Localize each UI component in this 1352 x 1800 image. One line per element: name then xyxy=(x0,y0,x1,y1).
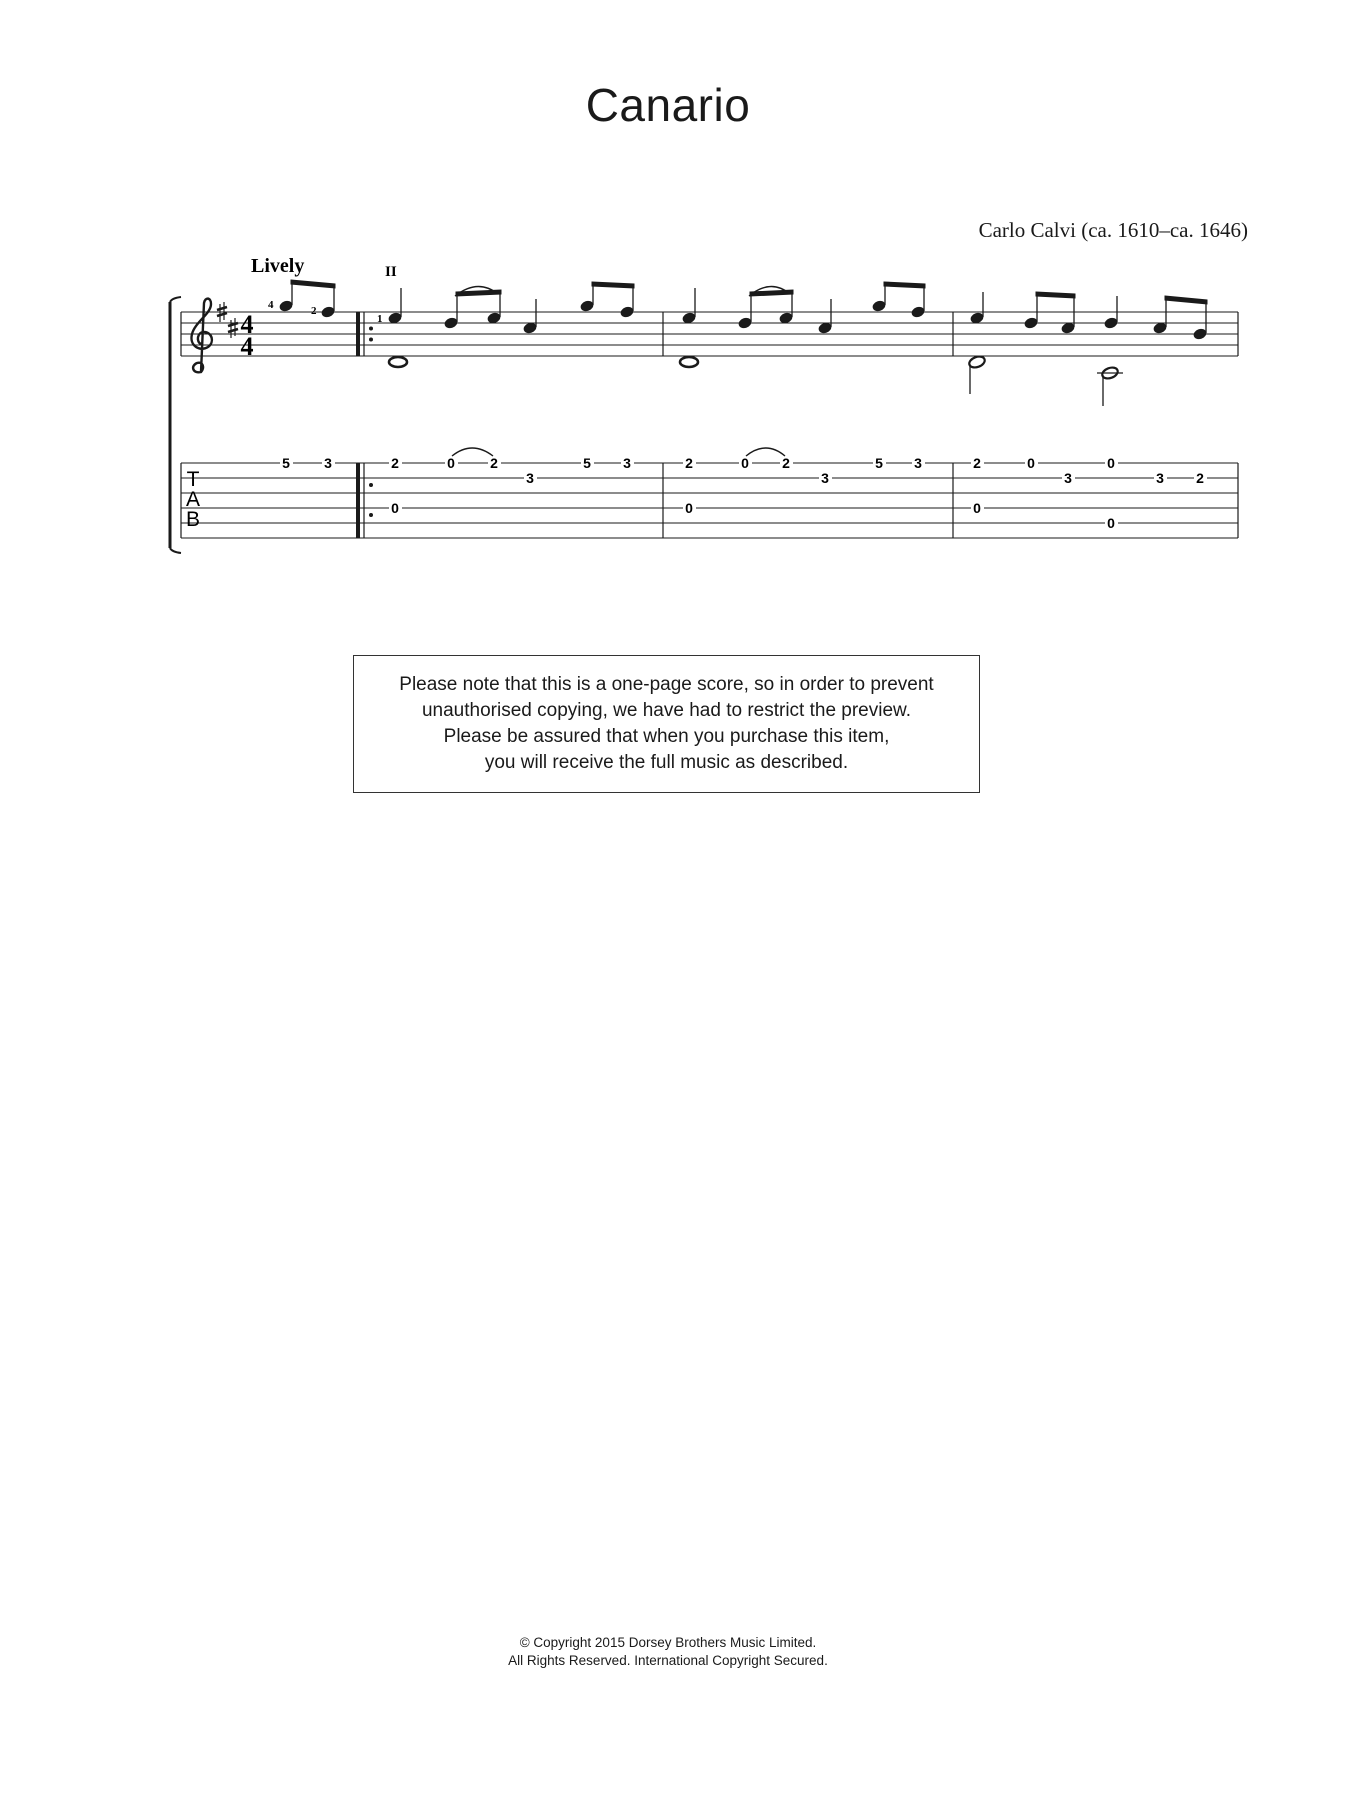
tab-number: 0 xyxy=(1107,455,1115,471)
tab-number: 3 xyxy=(1064,470,1072,486)
note-head xyxy=(1104,317,1118,329)
tab-number: 2 xyxy=(782,455,790,471)
notice-line: you will receive the full music as described. xyxy=(484,752,849,773)
preview-notice-box xyxy=(353,655,980,793)
notice-line: Please note that this is a one-page score, so in order to prevent xyxy=(399,674,934,695)
note-head xyxy=(388,312,402,324)
tab-number: 3 xyxy=(914,455,922,471)
music-score xyxy=(0,0,1352,600)
tab-number: 2 xyxy=(490,455,498,471)
note-head xyxy=(580,300,594,312)
note-head xyxy=(779,312,793,324)
note-head xyxy=(1193,328,1207,340)
time-signature-bottom: 4 xyxy=(240,332,254,361)
note-head xyxy=(682,312,696,324)
tab-number: 3 xyxy=(821,470,829,486)
whole-note xyxy=(389,357,407,367)
system-bracket-bottom xyxy=(170,548,181,553)
score-title: Canario xyxy=(585,79,751,131)
tab-number: 2 xyxy=(391,455,399,471)
notes xyxy=(279,280,1207,406)
tab-clef xyxy=(186,468,200,531)
note-head xyxy=(279,300,293,312)
tab-number: 3 xyxy=(526,470,534,486)
tab-number: 0 xyxy=(391,500,399,516)
note-head xyxy=(321,306,335,318)
treble-staff xyxy=(181,312,1238,356)
tab-number: 2 xyxy=(685,455,693,471)
time-signature-top: 4 xyxy=(240,310,254,339)
tab-number: 0 xyxy=(973,500,981,516)
tempo-marking: Lively xyxy=(251,255,305,277)
tab-number: 3 xyxy=(623,455,631,471)
note-head xyxy=(523,322,537,334)
composer-credit: Carlo Calvi (ca. 1610–ca. 1646) xyxy=(978,218,1248,242)
tab-number: 0 xyxy=(685,500,693,516)
tab-letter-t: T xyxy=(186,468,200,491)
fingering-4: 4 xyxy=(268,299,274,311)
tab-number: 0 xyxy=(741,455,749,471)
tab-number: 0 xyxy=(447,455,455,471)
tab-numbers xyxy=(280,448,1207,531)
tab-staff xyxy=(181,463,1238,538)
tab-number: 5 xyxy=(583,455,591,471)
tab-letter-a: A xyxy=(185,488,201,511)
copyright-line: © Copyright 2015 Dorsey Brothers Music Limited. xyxy=(519,1635,817,1650)
note-head xyxy=(1024,317,1038,329)
tab-letter-b: B xyxy=(185,508,201,531)
tab-number: 5 xyxy=(282,455,290,471)
note-head xyxy=(970,312,984,324)
note-head xyxy=(872,300,886,312)
tab-number: 2 xyxy=(973,455,981,471)
note-head xyxy=(1153,322,1167,334)
note-head xyxy=(818,322,832,334)
copyright-line: All Rights Reserved. International Copyright Secured. xyxy=(508,1653,828,1668)
note-head xyxy=(1061,322,1075,334)
note-head xyxy=(911,306,925,318)
copyright-footer xyxy=(0,1634,1336,1670)
whole-note xyxy=(680,357,698,367)
notice-line: unauthorised copying, we have had to restrict the preview. xyxy=(421,700,911,721)
tab-number: 5 xyxy=(875,455,883,471)
repeat-start-barline xyxy=(358,312,373,538)
tab-number: 0 xyxy=(1107,515,1115,531)
notice-line: Please be assured that when you purchase this item, xyxy=(443,726,890,747)
fingering-1: 1 xyxy=(377,313,383,325)
position-marking: II xyxy=(385,264,397,280)
system-bracket-top xyxy=(170,297,181,302)
treble-clef-icon xyxy=(191,299,211,373)
tab-number: 3 xyxy=(324,455,332,471)
note-head xyxy=(738,317,752,329)
tab-number: 2 xyxy=(1196,470,1204,486)
tab-number: 3 xyxy=(1156,470,1164,486)
key-signature-sharps xyxy=(217,302,238,338)
fingering-2: 2 xyxy=(311,305,317,317)
tab-number: 0 xyxy=(1027,455,1035,471)
note-head xyxy=(620,306,634,318)
note-head xyxy=(444,317,458,329)
note-head xyxy=(487,312,501,324)
